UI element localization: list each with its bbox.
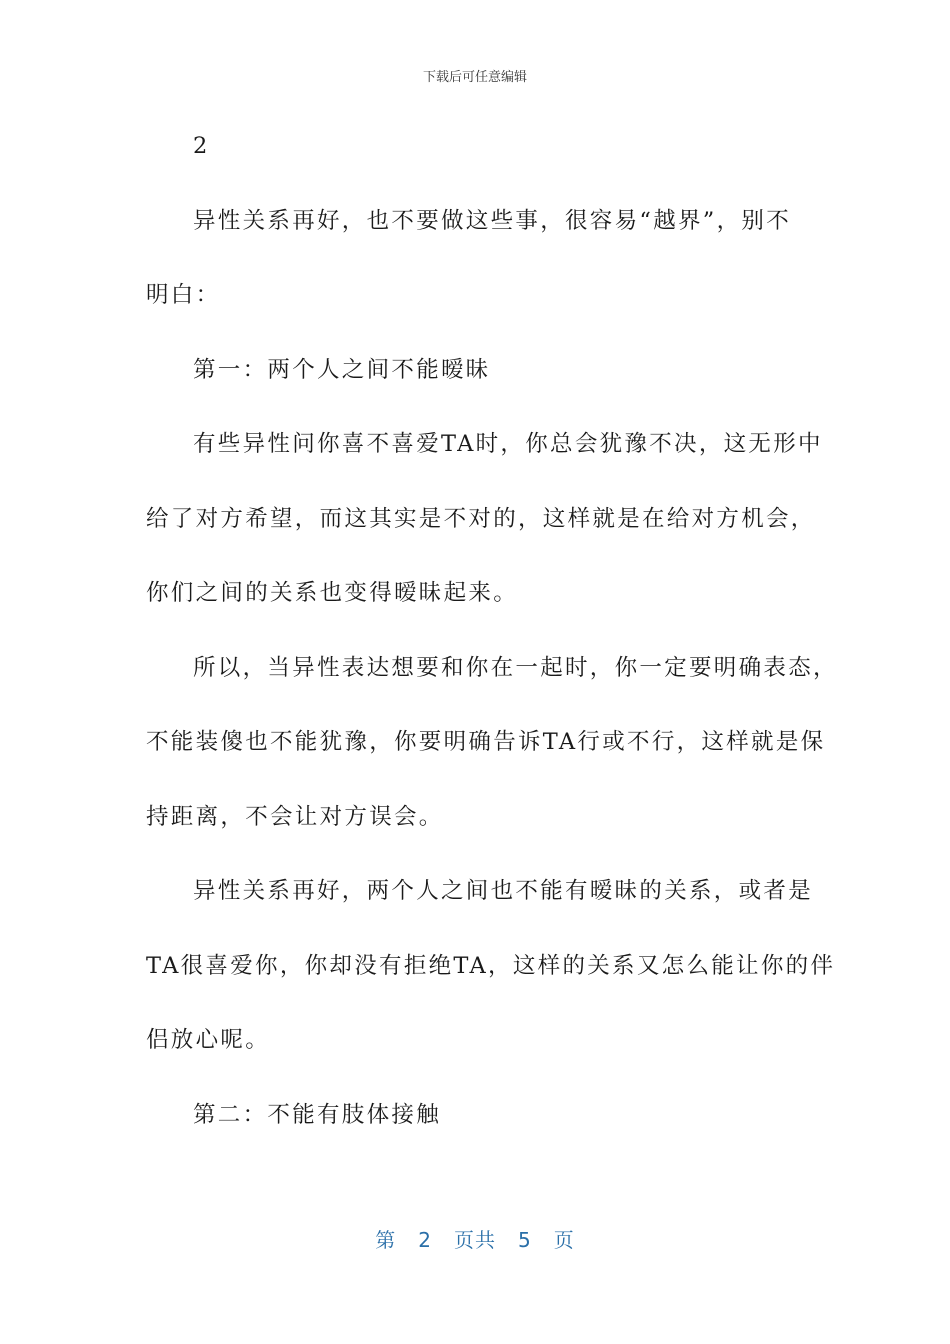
section-heading: 第一：两个人之间不能暧昧 (193, 356, 491, 383)
paragraph-line: 给了对方希望，而这其实是不对的，这样就是在给对方机会， (146, 505, 816, 532)
paragraph-line: 异性关系再好，也不要做这些事，很容易“越界”，别不 (193, 207, 792, 234)
paragraph-line: 持距离，不会让对方误会。 (146, 803, 444, 830)
paragraph-line: 不能装傻也不能犹豫，你要明确告诉TA行或不行，这样就是保 (146, 729, 826, 755)
page-number-marker: 2 (193, 133, 210, 159)
paragraph-line: 侣放心呢。 (146, 1027, 271, 1053)
footer-page-suffix: 页 (553, 1228, 575, 1252)
paragraph-line: 明白： (146, 282, 221, 308)
page-footer (0, 1224, 950, 1253)
paragraph-line: 异性关系再好，两个人之间也不能有暧昧的关系，或者是 (193, 878, 814, 904)
paragraph-line: 有些异性问你喜不喜爱TA时，你总会犹豫不决，这无形中 (193, 431, 823, 457)
paragraph-line: 所以，当异性表达想要和你在一起时，你一定要明确表态， (193, 654, 838, 681)
footer-page-mid: 页共 (454, 1228, 496, 1252)
document-body (146, 120, 838, 1163)
section-heading: 第二：不能有肢体接触 (193, 1101, 442, 1128)
paragraph-line: 你们之间的关系也变得暧昧起来。 (146, 580, 519, 606)
header-note: 下载后可任意编辑 (422, 70, 527, 85)
footer-page-prefix: 第 (375, 1228, 397, 1252)
footer-total-pages: 5 (518, 1228, 532, 1252)
paragraph-line: TA很喜爱你，你却没有拒绝TA，这样的关系又怎么能让你的伴 (146, 952, 836, 979)
footer-current-page: 2 (418, 1228, 432, 1252)
